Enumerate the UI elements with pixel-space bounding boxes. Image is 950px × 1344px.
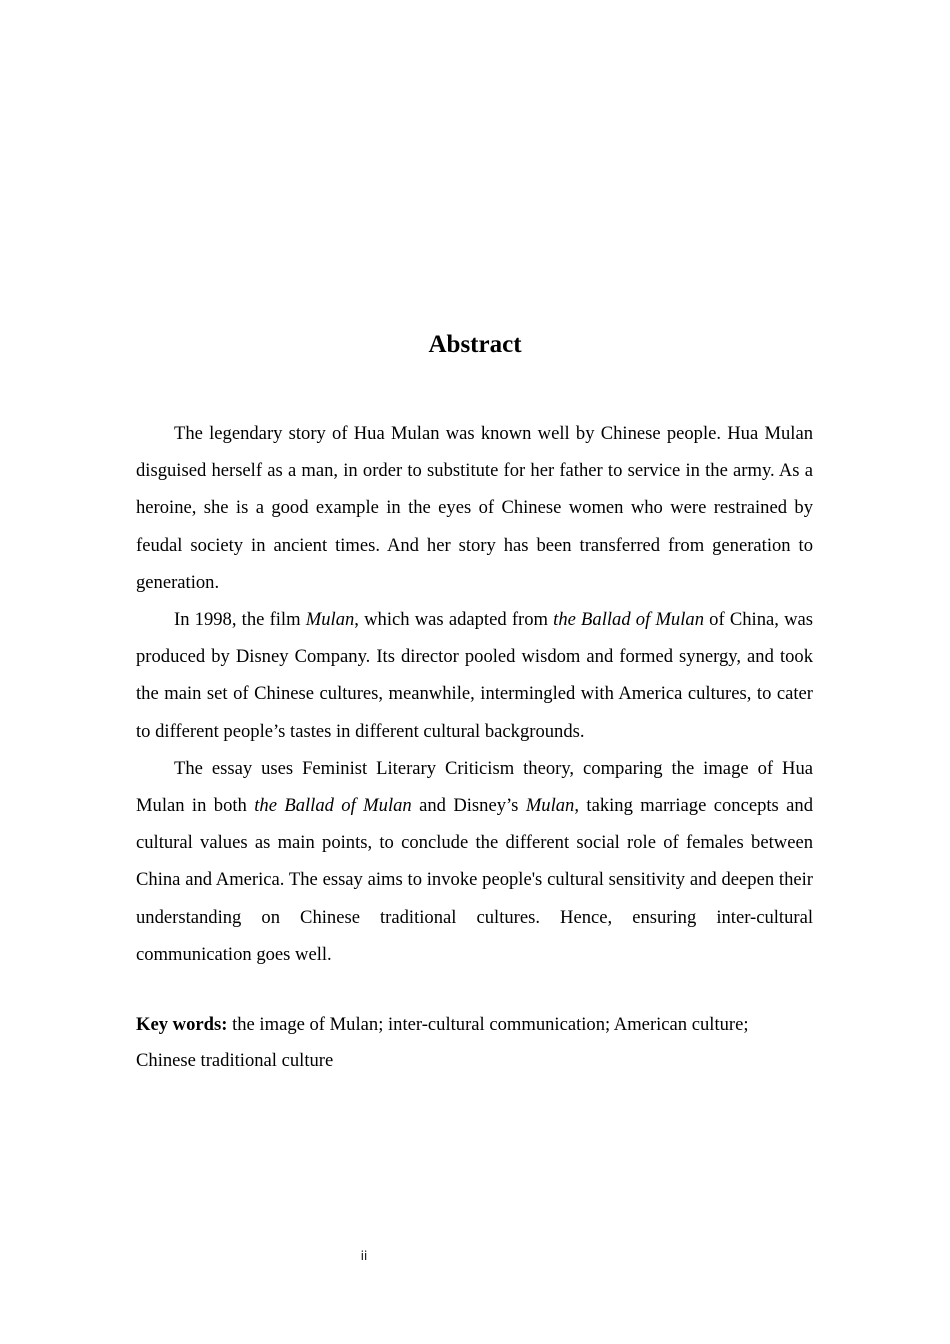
keywords-text: the image of Mulan; inter-cultural communication; American culture; Chinese traditional culture bbox=[136, 1014, 749, 1071]
ballad-title: the Ballad of Mulan bbox=[553, 609, 704, 631]
paragraph-text: of China, was produced by Disney Company. Its director pooled wisdom and formed synergy, and took the main set of Chinese cultures, meanwhile, intermingled with America cultures, to cater to different people’s tastes in different cultural backgrounds. bbox=[136, 609, 814, 742]
abstract-paragraph-1 bbox=[136, 415, 813, 601]
abstract-title: Abstract bbox=[428, 331, 522, 358]
abstract-paragraph-3 bbox=[136, 750, 813, 973]
paragraph-text: The legendary story of Hua Mulan was known well by Chinese people. Hua Mulan disguised herself as a man, in order to substitute for her father to service in the army. As a heroine, she is a good example in the eyes of Chinese women who were restrained by feudal society in ancient times. And her story has been transferred from generation to generation. bbox=[136, 423, 813, 593]
keywords-label: Key words: bbox=[136, 1014, 228, 1035]
paragraph-text: In 1998, the film bbox=[174, 609, 306, 631]
page-number: ii bbox=[360, 1249, 368, 1263]
paragraph-text: and Disney’s bbox=[411, 795, 526, 817]
keywords bbox=[136, 1007, 813, 1078]
film-title: Mulan bbox=[525, 795, 575, 817]
ballad-title: the Ballad of Mulan bbox=[254, 795, 412, 817]
paragraph-text: The essay uses Feminist Literary Criticism theory, comparing the image of Hua Mulan in both bbox=[136, 757, 813, 817]
paragraph-text: , taking marriage concepts and cultural values as main points, to conclude the different social role of females between China and America. The essay aims to invoke people's cultural sensitivity and deepen their understanding on Chinese traditional cultures. Hence, ensuring inter-cultural communication goes well. bbox=[136, 795, 814, 965]
abstract-body bbox=[136, 415, 813, 973]
paragraph-text: , which was adapted from bbox=[354, 609, 554, 631]
film-title: Mulan bbox=[305, 609, 355, 631]
abstract-paragraph-2 bbox=[136, 601, 813, 750]
